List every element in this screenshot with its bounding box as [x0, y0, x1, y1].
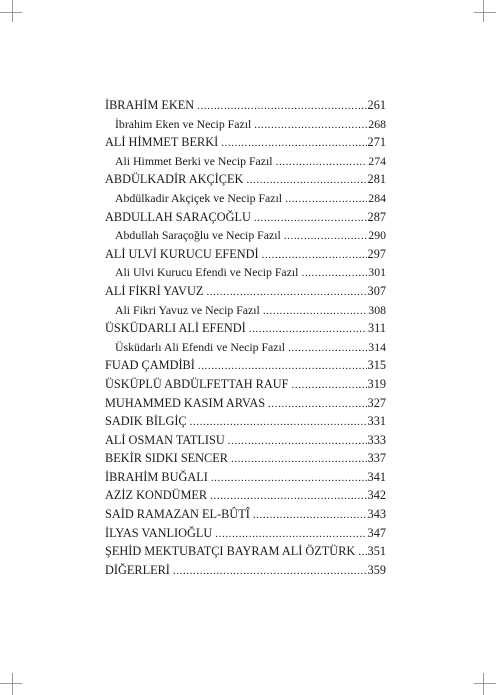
crop-mark-bottom-right-h — [474, 683, 496, 684]
toc-entry-title: İBRAHİM BUĞALI — [105, 469, 208, 484]
toc-subentry — [105, 226, 386, 245]
toc-entry — [105, 449, 386, 468]
toc-page-number: 290 — [368, 228, 386, 243]
toc-entry-title: Ali Himmet Berki ve Necip Fazıl — [115, 153, 273, 168]
toc-page-number: 308 — [368, 302, 386, 317]
toc-page-number: 301 — [368, 265, 386, 280]
toc-entry — [105, 96, 386, 115]
toc-entry — [105, 431, 386, 450]
toc-dot-leader — [198, 357, 367, 376]
toc-page-number: 347 — [367, 525, 386, 540]
toc-subentry — [105, 115, 386, 134]
toc-dot-leader — [197, 97, 366, 116]
toc-dot-leader — [206, 283, 366, 302]
toc-dot-leader — [253, 506, 367, 525]
toc-dot-leader — [190, 413, 367, 432]
toc-entry-title: ALİ FİKRİ YAVUZ — [105, 283, 204, 298]
toc-entry — [105, 208, 386, 227]
toc-entry-title: FUAD ÇAMDİBİ — [105, 358, 195, 373]
toc-dot-leader — [254, 116, 367, 135]
toc-entry — [105, 524, 386, 543]
toc-entry-title: Abdülkadir Akçiçek ve Necip Fazıl — [115, 190, 283, 205]
toc-entry-title: BEKİR SIDKI SENCER — [105, 451, 228, 466]
toc-dot-leader — [215, 525, 366, 544]
toc-dot-leader — [285, 190, 367, 209]
toc-page-number: 274 — [368, 153, 386, 168]
toc-entry-title: ÜSKÜDARLI ALİ EFENDİ — [105, 321, 246, 336]
crop-mark-bottom-left-h — [0, 683, 22, 684]
crop-mark-top-right — [483, 0, 484, 22]
toc-entry — [105, 412, 386, 431]
toc-page-number: 341 — [367, 469, 386, 484]
toc-entry — [105, 245, 386, 264]
toc-dot-leader — [284, 227, 368, 246]
toc-page-number: 287 — [367, 209, 386, 224]
toc-page-number: 319 — [367, 376, 386, 391]
toc-page-number: 314 — [368, 339, 386, 354]
toc-subentry — [105, 152, 386, 171]
toc-entry — [105, 375, 386, 394]
toc-dot-leader — [221, 134, 366, 153]
toc-entry-title: ÜSKÜPLÜ ABDÜLFETTAH RAUF — [105, 376, 289, 391]
toc-entry-title: Abdullah Saraçoğlu ve Necip Fazıl — [115, 228, 281, 243]
toc-entry — [105, 356, 386, 375]
toc-entry — [105, 133, 386, 152]
toc-entry — [105, 468, 386, 487]
toc-entry-title: İBRAHİM EKEN — [105, 98, 195, 112]
crop-mark-top-left — [12, 0, 13, 22]
toc-page-number: 315 — [367, 358, 386, 373]
toc-page-number: 343 — [367, 507, 386, 522]
toc-dot-leader — [288, 339, 367, 358]
toc-subentry — [105, 189, 386, 208]
toc-dot-leader — [254, 209, 367, 228]
toc-entry-title: SADIK BİLGİÇ — [105, 414, 187, 429]
toc-entry-title: ALİ ULVİ KURUCU EFENDİ — [105, 246, 259, 261]
table-of-contents — [105, 96, 386, 579]
toc-dot-leader — [231, 450, 367, 469]
toc-entry-title: Ali Ulvi Kurucu Efendi ve Necip Fazıl — [115, 265, 299, 280]
toc-dot-leader — [246, 171, 366, 190]
toc-subentry — [105, 263, 386, 282]
toc-dot-leader — [228, 432, 367, 451]
toc-entry-title: İbrahim Eken ve Necip Fazıl — [115, 116, 252, 131]
toc-page-number: 261 — [367, 98, 386, 112]
toc-entry-title: ABDULLAH SARAÇOĞLU — [105, 209, 251, 224]
toc-page-number: 307 — [367, 283, 386, 298]
toc-page-number: 271 — [367, 135, 386, 150]
toc-entry — [105, 170, 386, 189]
toc-entry — [105, 394, 386, 413]
crop-mark-top-left-h — [0, 12, 22, 13]
toc-page-number: 333 — [367, 432, 386, 447]
toc-dot-leader — [210, 487, 366, 506]
toc-page-number: 351 — [367, 544, 386, 559]
toc-page-number: 327 — [367, 395, 386, 410]
toc-page-number: 337 — [367, 451, 386, 466]
toc-entry-title: İLYAS VANLIOĞLU — [105, 525, 213, 540]
toc-entry — [105, 319, 386, 338]
toc-page-number: 342 — [367, 488, 386, 503]
toc-page-number: 281 — [367, 172, 386, 187]
crop-mark-top-right-h — [474, 12, 496, 13]
toc-dot-leader — [292, 376, 367, 395]
toc-entry — [105, 542, 386, 561]
toc-page-number: 311 — [368, 321, 386, 336]
toc-dot-leader — [268, 395, 367, 414]
toc-page-number: 331 — [367, 414, 386, 429]
toc-page-number: 284 — [368, 190, 386, 205]
toc-page-number: 297 — [367, 246, 386, 261]
toc-dot-leader — [173, 562, 367, 581]
toc-page-number: 359 — [367, 562, 386, 577]
toc-page-number: 268 — [368, 116, 386, 131]
toc-dot-leader — [358, 543, 366, 562]
toc-dot-leader — [276, 153, 368, 172]
toc-entry-title: AZİZ KONDÜMER — [105, 488, 208, 503]
toc-entry-title: Ali Fikri Yavuz ve Necip Fazıl — [115, 302, 260, 317]
toc-subentry — [105, 301, 386, 320]
toc-entry — [105, 561, 386, 580]
toc-entry-title: ABDÜLKADİR AKÇİÇEK — [105, 172, 244, 187]
toc-entry — [105, 505, 386, 524]
toc-dot-leader — [211, 469, 367, 488]
toc-entry-title: DİĞERLERİ — [105, 562, 170, 577]
toc-entry — [105, 282, 386, 301]
toc-entry-title: MUHAMMED KASIM ARVAS — [105, 395, 266, 410]
toc-dot-leader — [249, 320, 367, 339]
toc-dot-leader — [263, 302, 367, 321]
toc-entry-title: ŞEHİD MEKTUBATÇI BAYRAM ALİ ÖZTÜRK — [105, 544, 356, 559]
toc-entry-title: ALİ OSMAN TATLISU — [105, 432, 225, 447]
crop-mark-bottom-right — [483, 673, 484, 695]
toc-dot-leader — [301, 264, 367, 283]
toc-subentry — [105, 338, 386, 357]
toc-dot-leader — [262, 246, 367, 265]
toc-entry-title: SAİD RAMAZAN EL-BÛTÎ — [105, 507, 250, 522]
toc-entry — [105, 486, 386, 505]
toc-entry-title: ALİ HİMMET BERKİ — [105, 135, 219, 150]
toc-entry-title: Üsküdarlı Ali Efendi ve Necip Fazıl — [115, 339, 286, 354]
crop-mark-bottom-left — [12, 673, 13, 695]
